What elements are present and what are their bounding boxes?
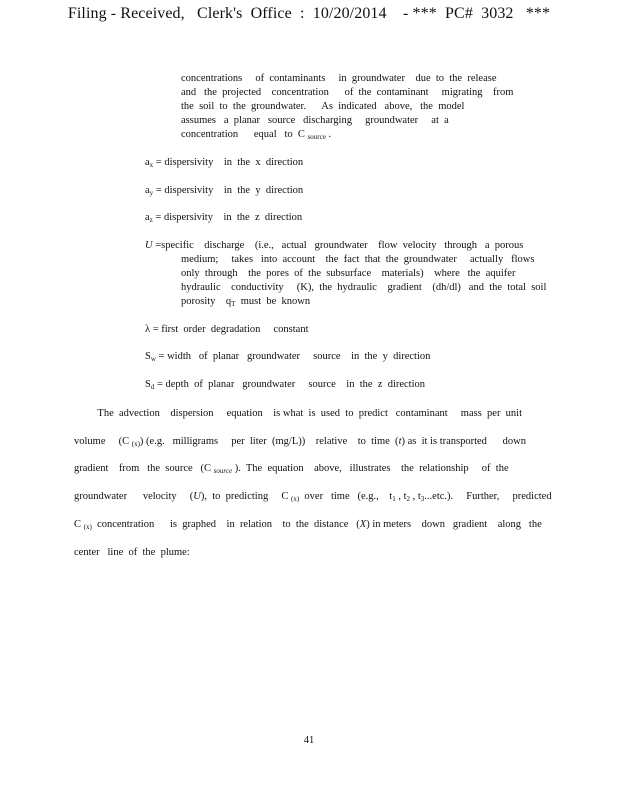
definition-sw: $S_w$ = width of planar groundwater source in the y direction [145,351,431,363]
continuation-block [181,72,551,142]
definition-lambda: λ = first order degradation constant [145,324,309,335]
definition-ax: $a_x$ = dispersivity in the x direction [145,157,304,169]
definition-az: $a_z$ = dispersivity in the z direction [145,212,303,224]
text-line: assumes a planar source discharging groundwater at a [181,115,449,126]
filing-header: Filing - Received, Clerk's Office : 10/20/2014 - *** PC# 3032 *** [67,5,551,22]
text-line: concentration equal to C $_{source}$ . [181,129,332,141]
definition-sd: $S_d$ = depth of planar groundwater source in the z direction [145,379,426,391]
body-paragraph: The advection dispersion equation is what is used to predict contaminant mass per unit volume (C $_{(x)}$) (e.g. milligrams per liter (mg/L)) relative to time (t) as it is transported down gradient from the source (C $_{source}$ ). The equation above, illustrates the relationship of the groundwater velocity (U), to predicting C $_{(x)}$ over time (e.g., $t_1$ , $t_2$ , $t_3...etc$.). Further, predicted C $_{(x)}$ concentration is graphed in relation to the distance (X) in meters down gradient along the center line of the plume: [74,408,552,558]
definition-u: U =specific discharge (i.e., actual groundwater flow velocity through a porous medium; takes into account the fact that the groundwater actually flows only through the pores of the subsurface materials) where the aquifer hydraulic conductivity (K), the hydraulic gradient (dh/dl) and the total soil porosity $q_T$ must be known [145,240,547,308]
page-number: 41 [303,735,315,746]
text-line: the soil to the groundwater. As indicated above, the model [181,101,465,112]
text-line: and the projected concentration of the contaminant migrating from [181,87,514,98]
definition-ay: $a_y$ = dispersivity in the y direction [145,185,304,197]
text-line: concentrations of contaminants in groundwater due to the release [181,73,497,84]
